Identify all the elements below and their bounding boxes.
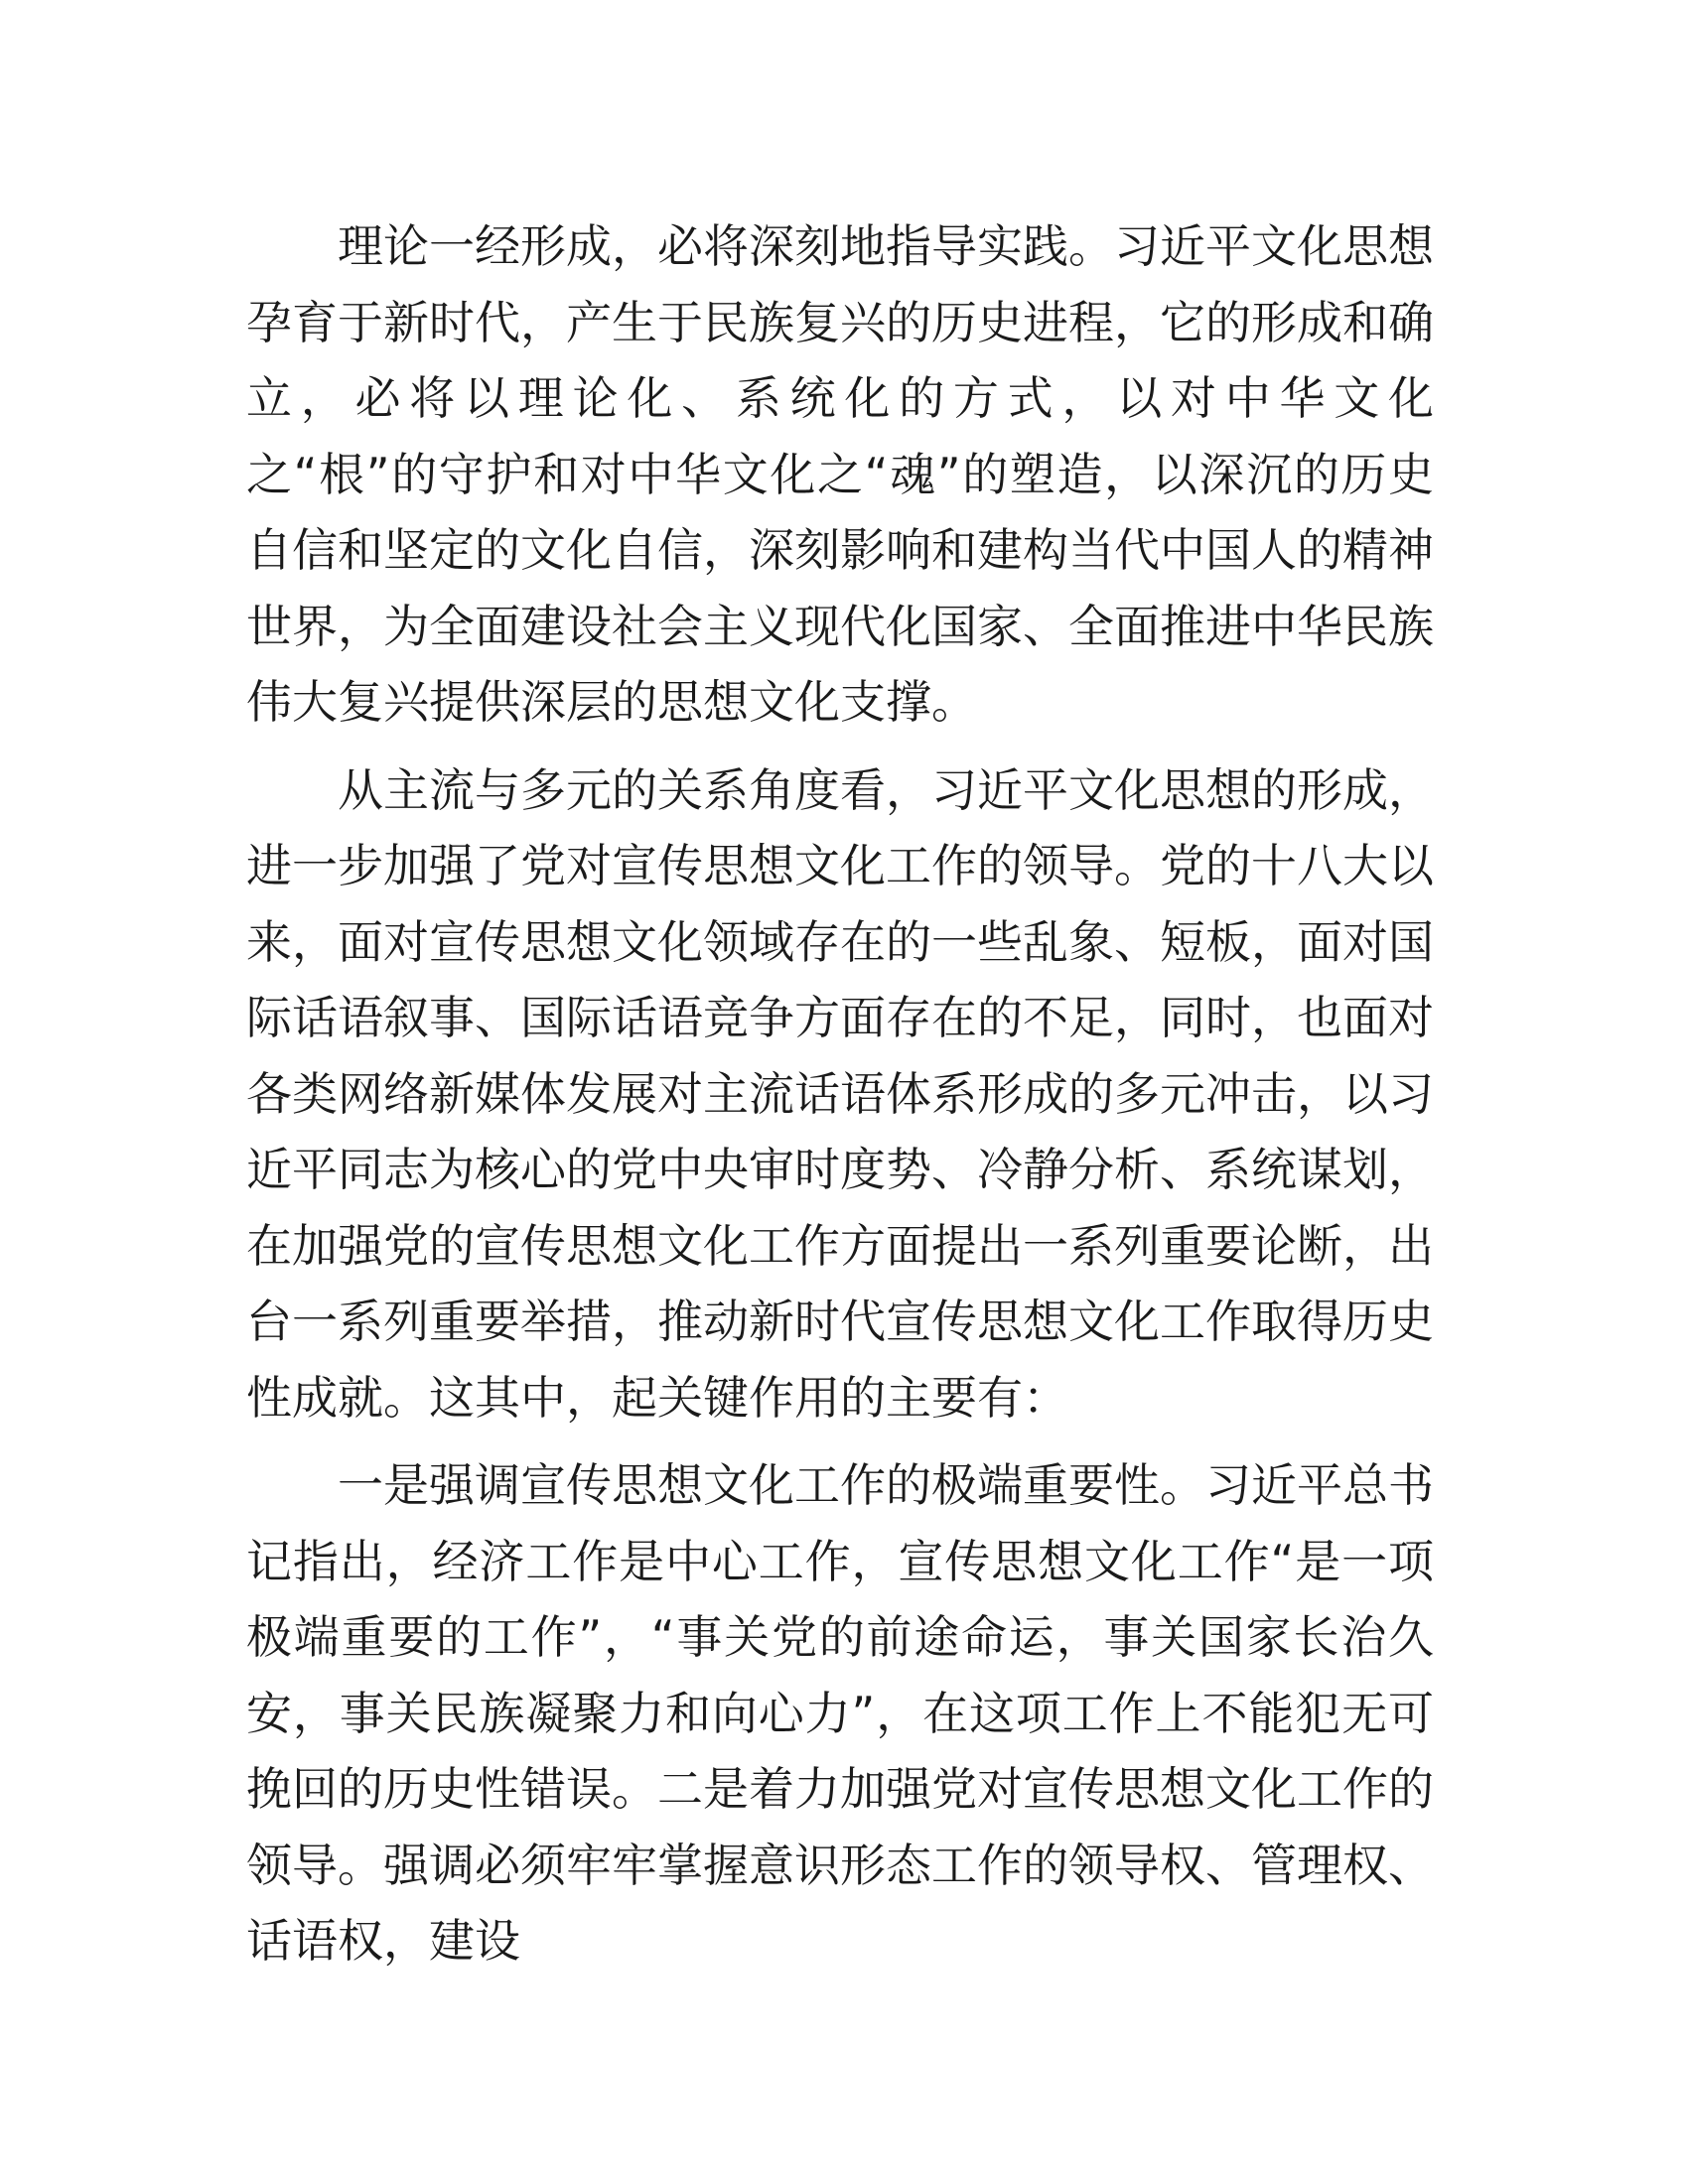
paragraph-1: 理论一经形成，必将深刻地指导实践。习近平文化思想孕育于新时代，产生于民族复兴的历史进程，它的形成和确立，必将以理论化、系统化的方式，以对中华文化之“根”的守护和对中华文化之“魂”的塑造，以深沉的历史自信和坚定的文化自信，深刻影响和建构当代中国人的精神世界，为全面建设社会主义现代化国家、全面推进中华民族伟大复兴提供深层的思想文化支撑。 (246, 219, 1434, 729)
body-text (246, 208, 1434, 1991)
paragraph-2: 从主流与多元的关系角度看，习近平文化思想的形成，进一步加强了党对宣传思想文化工作的领导。党的十八大以来，面对宣传思想文化领域存在的一些乱象、短板，面对国际话语叙事、国际话语竞争方面存在的不足，同时，也面对各类网络新媒体发展对主流话语体系形成的多元冲击，以习近平同志为核心的党中央审时度势、冷静分析、系统谋划，在加强党的宣传思想文化工作方面提出一系列重要论断，出台一系列重要举措，推动新时代宣传思想文化工作取得历史性成就。这其中，起关键作用的主要有： (246, 762, 1434, 1425)
paragraph-3: 一是强调宣传思想文化工作的极端重要性。习近平总书记指出，经济工作是中心工作，宣传思想文化工作“是一项极端重要的工作”，“事关党的前途命运，事关国家长治久安，事关民族凝聚力和向心力”，在这项工作上不能犯无可挽回的历史性错误。二是着力加强党对宣传思想文化工作的领导。强调必须牢牢掌握意识形态工作的领导权、管理权、话语权，建设 (246, 1458, 1434, 1968)
